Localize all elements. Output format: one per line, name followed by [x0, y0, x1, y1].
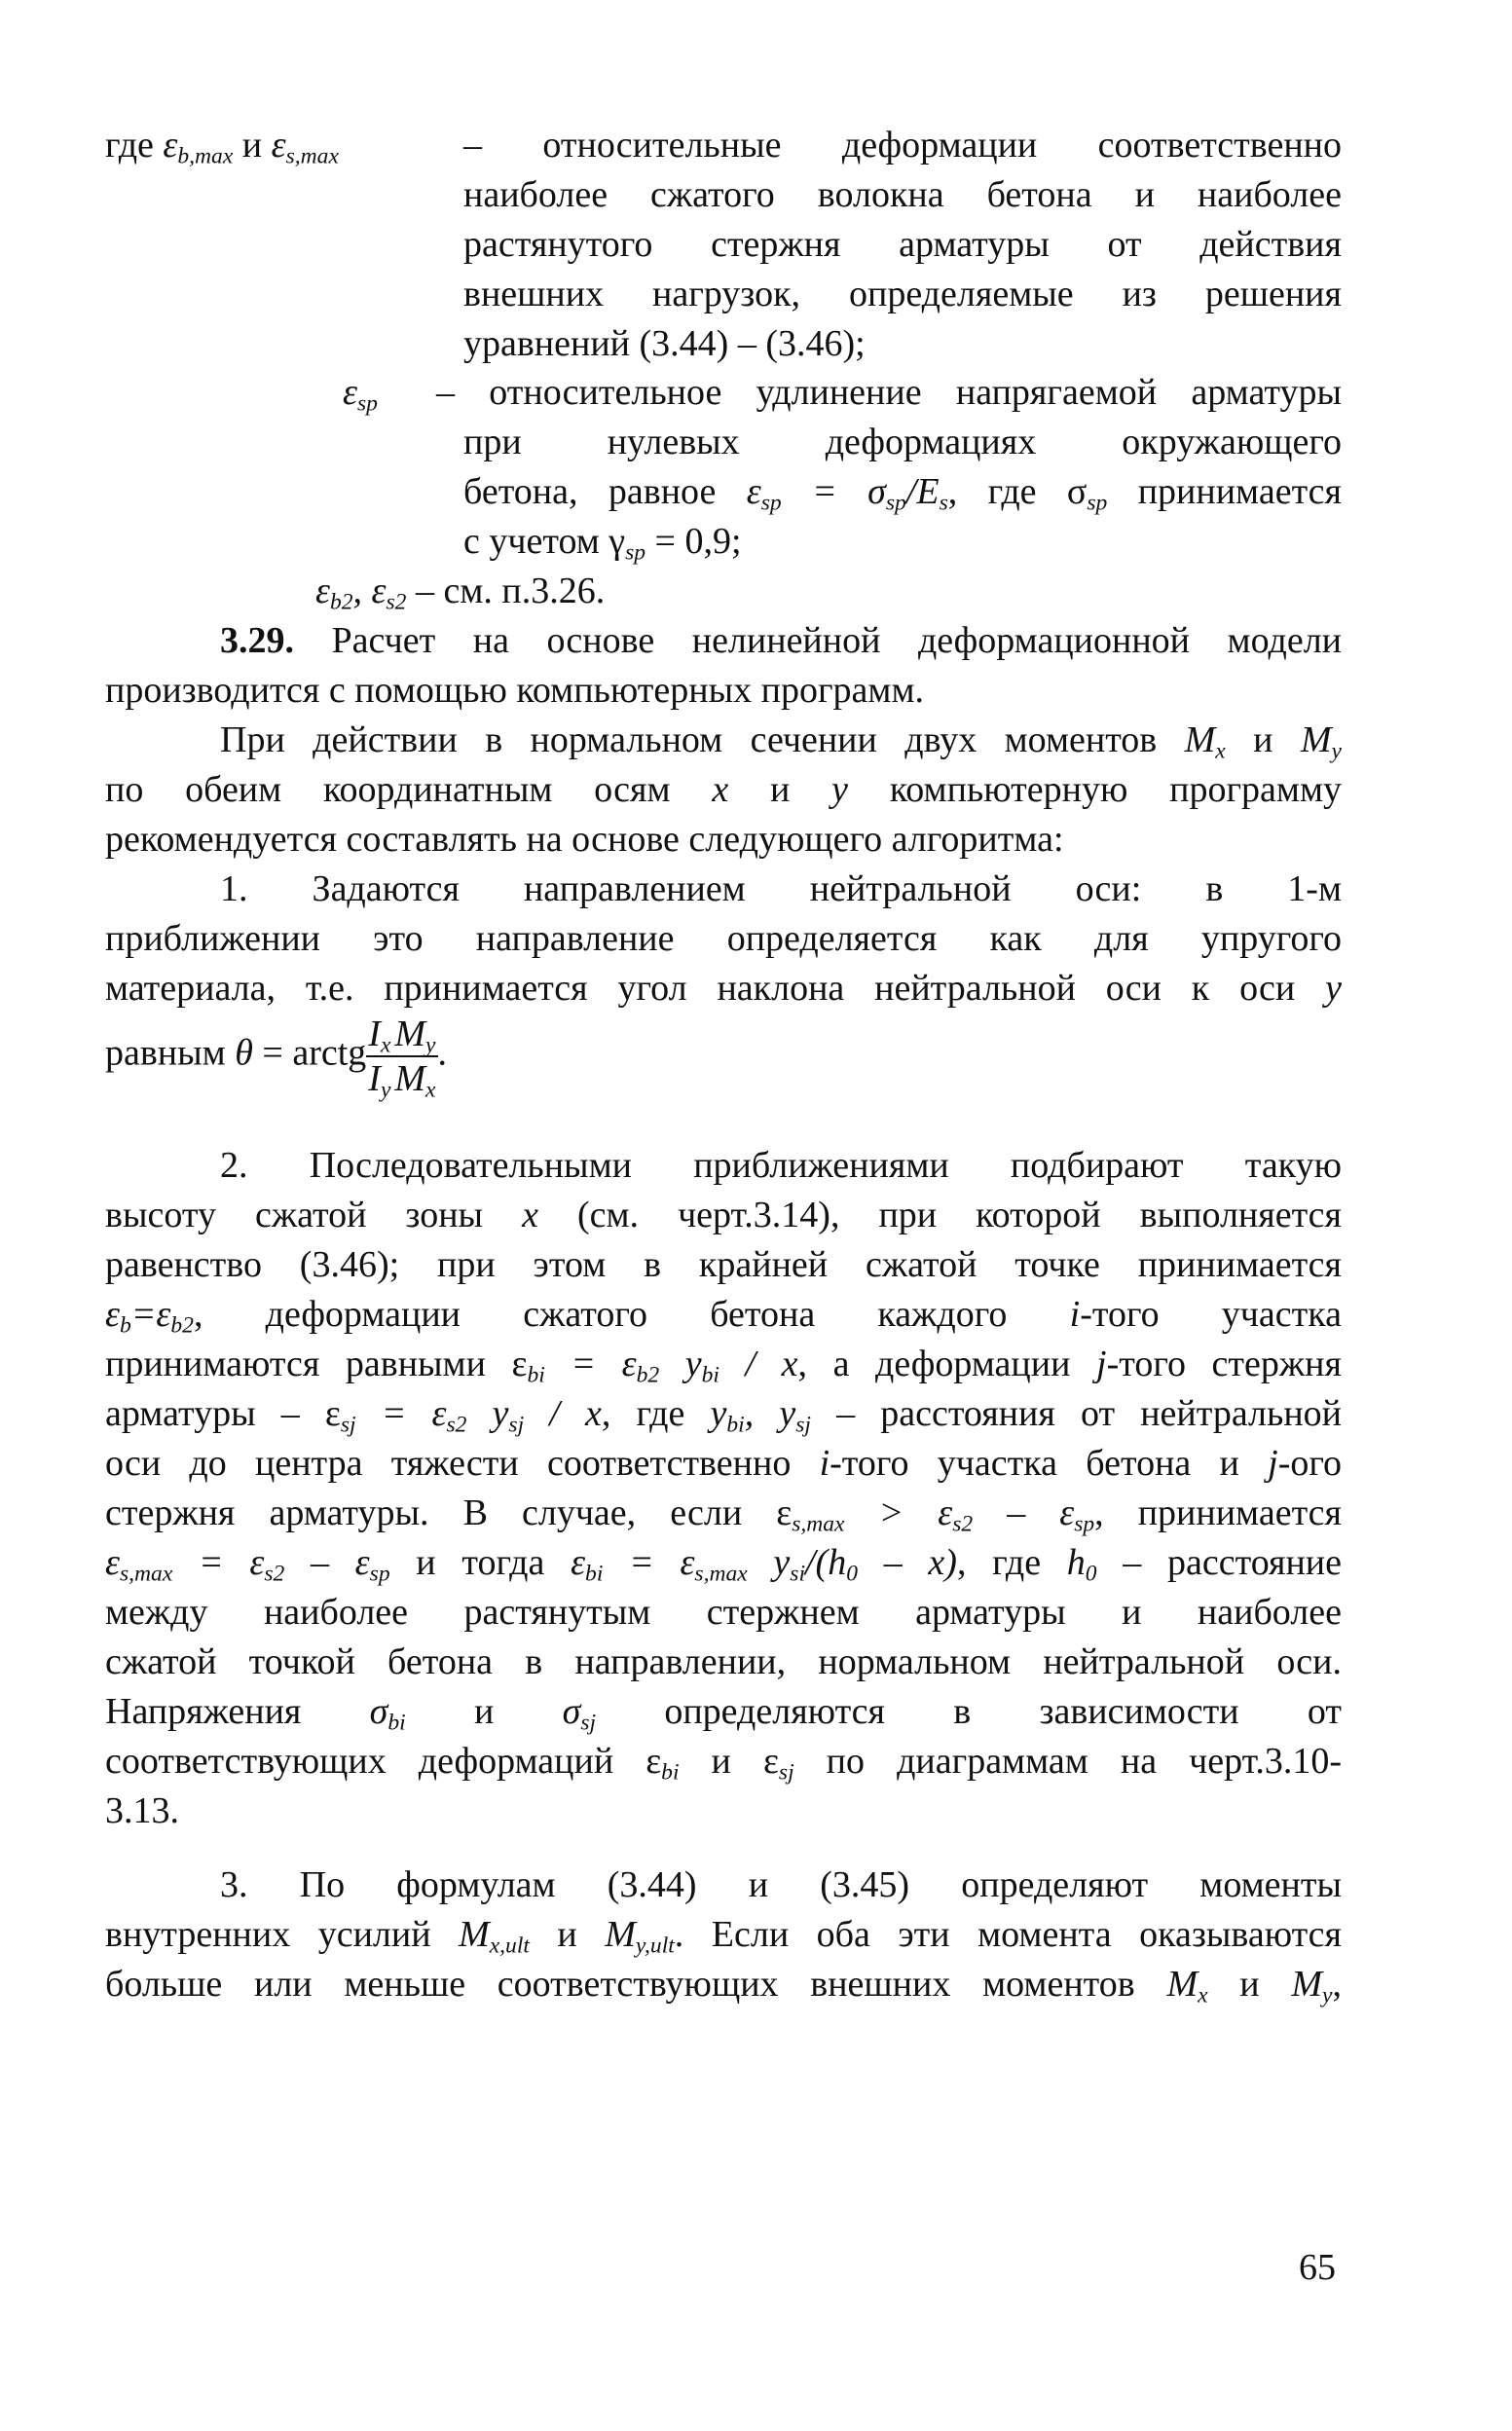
text-line: оси до центра тяжести соответственно i-того участка бетона и j-ого: [105, 1443, 1342, 1484]
text-line: уравнений (3.44) – (3.46);: [463, 323, 866, 364]
step-3: [105, 1860, 1342, 2009]
section-number: 3.29.: [220, 620, 294, 661]
section-3-29: [105, 616, 1342, 716]
definition-sp-text: [436, 368, 1342, 418]
definition-main-key: где $\varepsilon_{b,max}$ и $\varepsilon_{s,max}$: [105, 125, 339, 169]
text-line: Напряжения $\sigma_{bi}$ и $\sigma_{sj}$ определяются в зависимости от: [105, 1691, 1342, 1736]
text-line: арматуры – $\varepsilon_{sj} = \varepsilon_{s2}$ $y_{sj}$ / x, где $y_{bi}$, $y_{sj}$ – расстояния от нейтральной: [105, 1393, 1342, 1438]
text-line: 1. Задаются направлением нейтральной оси: в 1-м: [220, 868, 1342, 909]
formula-theta: равным θ = arctg $\frac{I_x}{I_y}$ $\frac{M_y}{M_x}$ .: [105, 1013, 447, 1103]
text-line: соответствующих деформаций $\varepsilon_{bi}$ и $\varepsilon_{sj}$ по диаграммам на черт.3.10-: [105, 1741, 1342, 1786]
text-line: при нулевых деформациях окружающего: [463, 422, 1342, 462]
text-line: При действии в нормальном сечении двух моментов $M_x$ и $M_y$: [220, 719, 1342, 764]
text-line: принимаются равными $\varepsilon_{bi} = \varepsilon_{b2}$ $y_{bi}$ / x, а деформации j-того стержня: [105, 1344, 1342, 1388]
text-line: наиболее сжатого волокна бетона и наиболее: [463, 174, 1342, 215]
text-line: с учетом $\gamma_{sp} = 0,9$;: [463, 521, 742, 566]
paragraph-moments: [105, 716, 1342, 865]
text-line: внутренних усилий $M_{x,ult}$ и $M_{y,ult}$. Если оба эти момента оказываются: [105, 1914, 1342, 1959]
fraction-ix-iy: $\frac{I_x}{I_y}$: [368, 1013, 391, 1103]
text-line: стержня арматуры. В случае, если $\varepsilon_{s,max} > \varepsilon_{s2} - \varepsilon_{sp}$, принимается: [105, 1492, 1342, 1537]
text-line: рекомендуется составлять на основе следующего алгоритма:: [105, 819, 1064, 860]
text-line: по обеим координатным осям x и y компьютерную программу: [105, 769, 1342, 810]
page-number: 65: [1299, 2247, 1336, 2288]
text-line: больше или меньше соответствующих внешних моментов $M_x$ и $M_y$,: [105, 1964, 1342, 2008]
definition-sp-continuation: [463, 418, 1342, 567]
text-line: внешних нагрузок, определяемые из решения: [463, 274, 1342, 314]
text-line: – относительное удлинение напрягаемой арматуры: [436, 372, 1342, 413]
text-line: материала, т.е. принимается угол наклона нейтральной оси к оси y: [105, 968, 1342, 1009]
definition-b2: $\varepsilon_{b2}$, $\varepsilon_{s2}$ – см. п.3.26.: [315, 571, 606, 615]
text-line: растянутого стержня арматуры от действия: [463, 224, 1342, 265]
definition-sp-key: $\varepsilon_{sp}$: [343, 372, 378, 417]
text-line: между наиболее растянутым стержнем арматуры и наиболее: [105, 1592, 1342, 1633]
text-line: 2. Последовательными приближениями подбирают такую: [220, 1145, 1342, 1186]
text-line: 3.13.: [105, 1790, 179, 1831]
text-line: высоту сжатой зоны x (см. черт.3.14), при которой выполняется: [105, 1195, 1342, 1235]
text-line: равенство (3.46); при этом в крайней сжатой точке принимается: [105, 1244, 1342, 1285]
text-line: производится с помощью компьютерных программ.: [105, 670, 924, 711]
text-line: $\varepsilon_{s,max} = \varepsilon_{s2} - \varepsilon_{sp}$ и тогда $\varepsilon_{bi} = \varepsilon_{s,max}$ $y_{si}/(h_0 - x)$, где $h_0$ – расстояние: [105, 1542, 1342, 1587]
fraction-my-mx: $\frac{M_y}{M_x}$: [394, 1013, 436, 1103]
step-2: [105, 1141, 1342, 1836]
text-line: – относительные деформации соответственно: [463, 125, 1342, 166]
text-line: бетона, равное $\varepsilon_{sp} = \sigma_{sp}/E_s$, где $\sigma_{sp}$ принимается: [463, 471, 1342, 516]
step-1: [105, 865, 1342, 1013]
text-line: 3. По формулам (3.44) и (3.45) определяют моменты: [220, 1864, 1342, 1905]
text-line: приближении это направление определяется как для упругого: [105, 918, 1342, 959]
text-line: сжатой точкой бетона в направлении, нормальном нейтральной оси.: [105, 1641, 1342, 1682]
text-line: $\varepsilon_b=\varepsilon_{b2}$, деформации сжатого бетона каждого i-того участка: [105, 1294, 1343, 1339]
text-line: 3.29. Расчет на основе нелинейной деформационной модели: [220, 620, 1342, 661]
definition-main-text: [463, 121, 1342, 369]
